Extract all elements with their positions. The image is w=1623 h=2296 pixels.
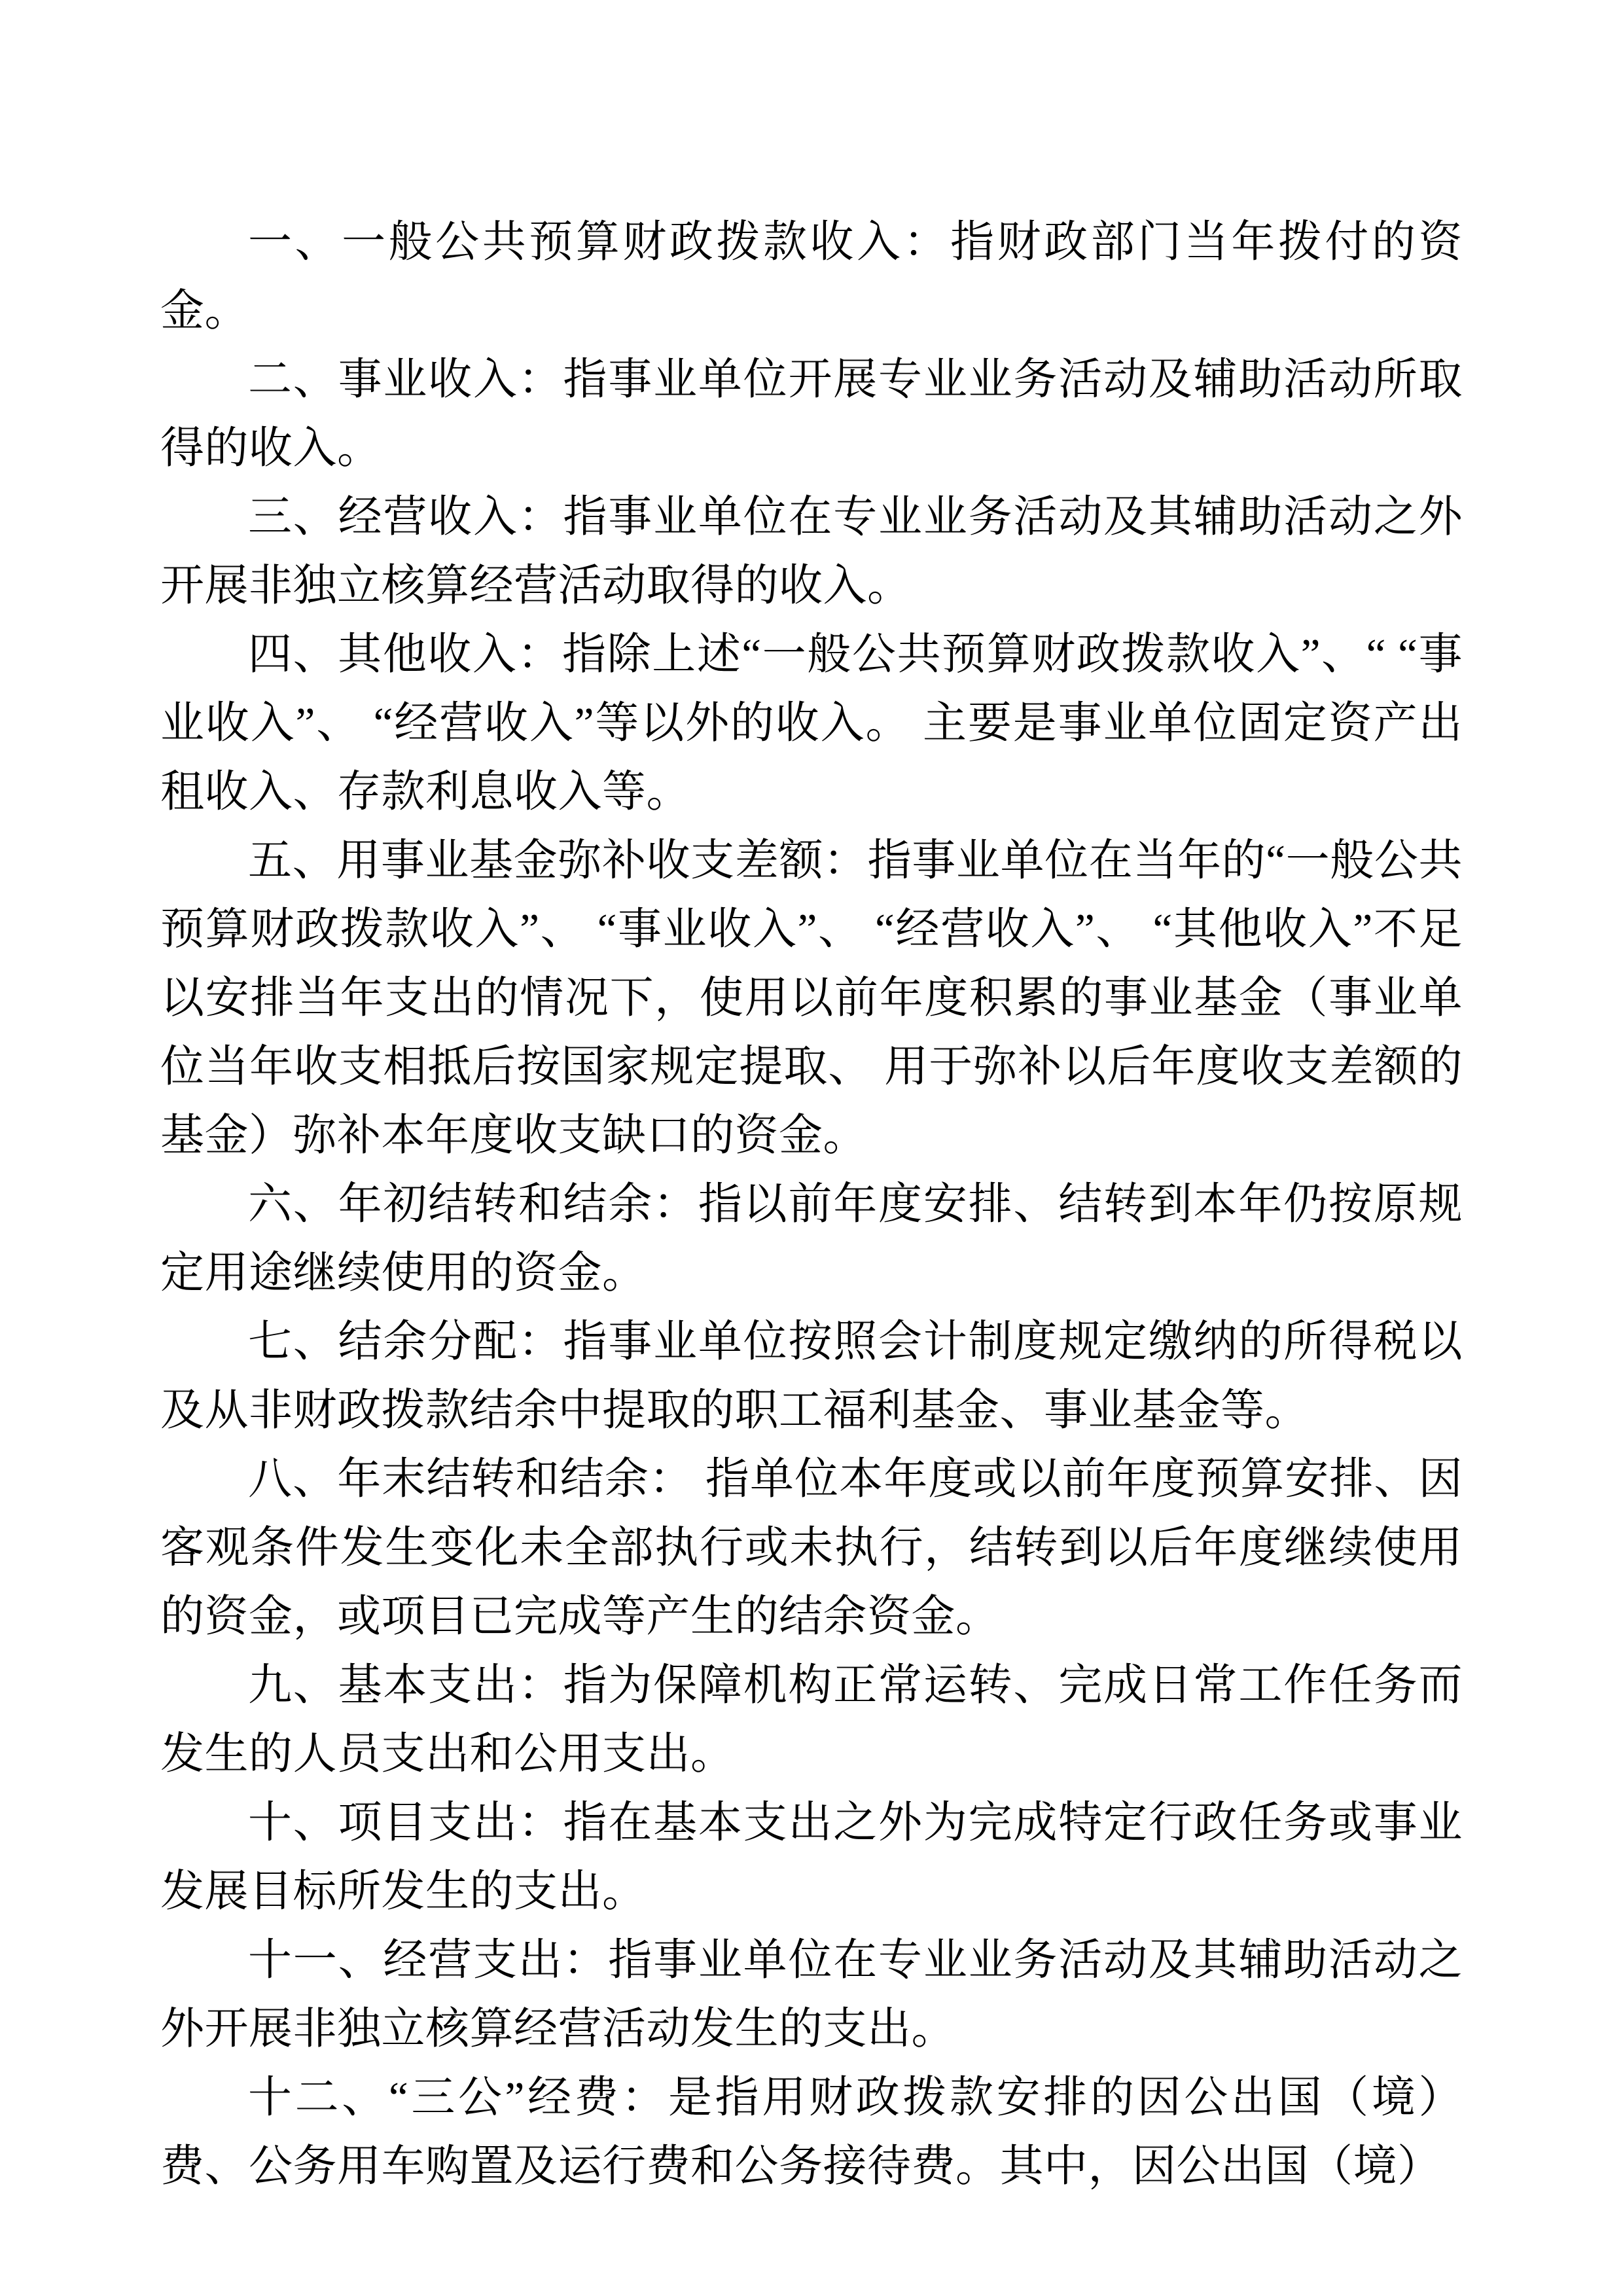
definition-paragraph-beginning-year-carryover: 六、年初结转和结余：指以前年度安排、结转到本年仍按原规定用途继续使用的资金。 xyxy=(160,1180,1463,1297)
definition-paragraph-surplus-distribution: 七、结余分配：指事业单位按照会计制度规定缴纳的所得税以及从非财政拨款结余中提取的职工福利基金、事业基金等。 xyxy=(160,1318,1463,1435)
definition-paragraph-project-expenditure: 十、项目支出：指在基本支出之外为完成特定行政任务或事业发展目标所发生的支出。 xyxy=(160,1799,1463,1916)
definition-paragraph-business-income: 三、经营收入：指事业单位在专业业务活动及其辅助活动之外开展非独立核算经营活动取得的收入。 xyxy=(160,493,1463,610)
definition-paragraph-fund-deficit-coverage: 五、用事业基金弥补收支差额：指事业单位在当年的“一般公共预算财政拨款收入”、 “事业收入”、 “经营收入”、 “其他收入”不足以安排当年支出的情况下，使用以前年度积累的事业基金（事业单位当年收支相抵后按国家规定提取、 用于弥补以后年度收支差额的基金）弥补本年度收支缺口的资金。 xyxy=(160,836,1463,1160)
definition-paragraph-general-public-budget-appropriation-income: 一、一般公共预算财政拨款收入：指财政部门当年拨付的资金。 xyxy=(160,218,1463,335)
definition-paragraph-year-end-carryover: 八、年末结转和结余： 指单位本年度或以前年度预算安排、因客观条件发生变化未全部执行或未执行，结转到以后年度继续使用的资金，或项目已完成等产生的结余资金。 xyxy=(160,1455,1463,1641)
definition-paragraph-three-public-funds: 十二、“三公”经费：是指用财政拨款安排的因公出国（境）费、公务用车购置及运行费和公务接待费。其中，因公出国（境） xyxy=(160,2073,1463,2191)
definition-paragraph-operating-unit-income: 二、事业收入：指事业单位开展专业业务活动及辅助活动所取得的收入。 xyxy=(160,355,1463,473)
definitions-section xyxy=(160,208,1463,2201)
definition-paragraph-other-income: 四、其他收入：指除上述“一般公共预算财政拨款收入”、“ “事业收入”、 “经营收入”等以外的收入。 主要是事业单位固定资产出租收入、存款利息收入等。 xyxy=(160,630,1463,816)
definition-paragraph-business-expenditure: 十一、经营支出：指事业单位在专业业务活动及其辅助活动之外开展非独立核算经营活动发生的支出。 xyxy=(160,1936,1463,2053)
definition-paragraph-basic-expenditure: 九、基本支出：指为保障机构正常运转、完成日常工作任务而发生的人员支出和公用支出。 xyxy=(160,1661,1463,1778)
